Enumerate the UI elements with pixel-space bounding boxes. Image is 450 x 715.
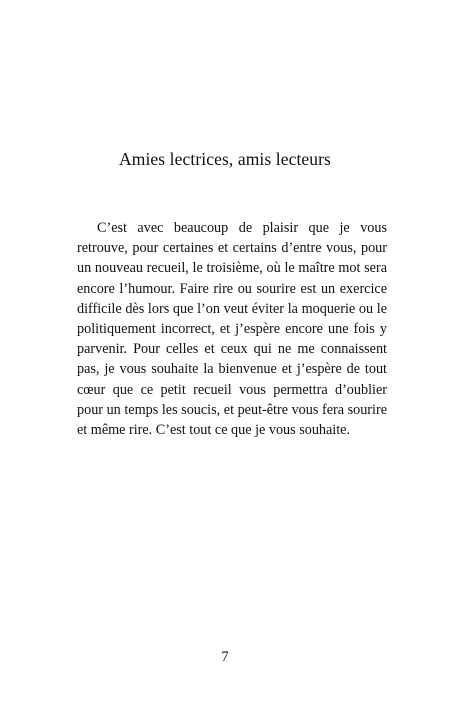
page-number: 7 xyxy=(221,649,229,665)
body-paragraph: C’est avec beaucoup de plaisir que je vous retrouve, pour certaines et certains d’entre vous, pour un nouveau recueil, le troisième, où le maître mot sera encore l’humour. Faire rire ou sourire est un exercice difficile dès lors que l’on veut éviter la moquerie ou le politiquement incorrect, et j’espère encore une fois y parvenir. Pour celles et ceux qui ne me connaissent pas, je vous souhaite la bienvenue et j’espère de tout cœur que ce petit recueil vous permettra d’oublier pour un temps les soucis, et peut-être vous fera sourire et même rire. C’est tout ce que je vous souhaite. xyxy=(77,220,387,439)
page-title: Amies lectrices, amis lecteurs xyxy=(119,149,331,169)
